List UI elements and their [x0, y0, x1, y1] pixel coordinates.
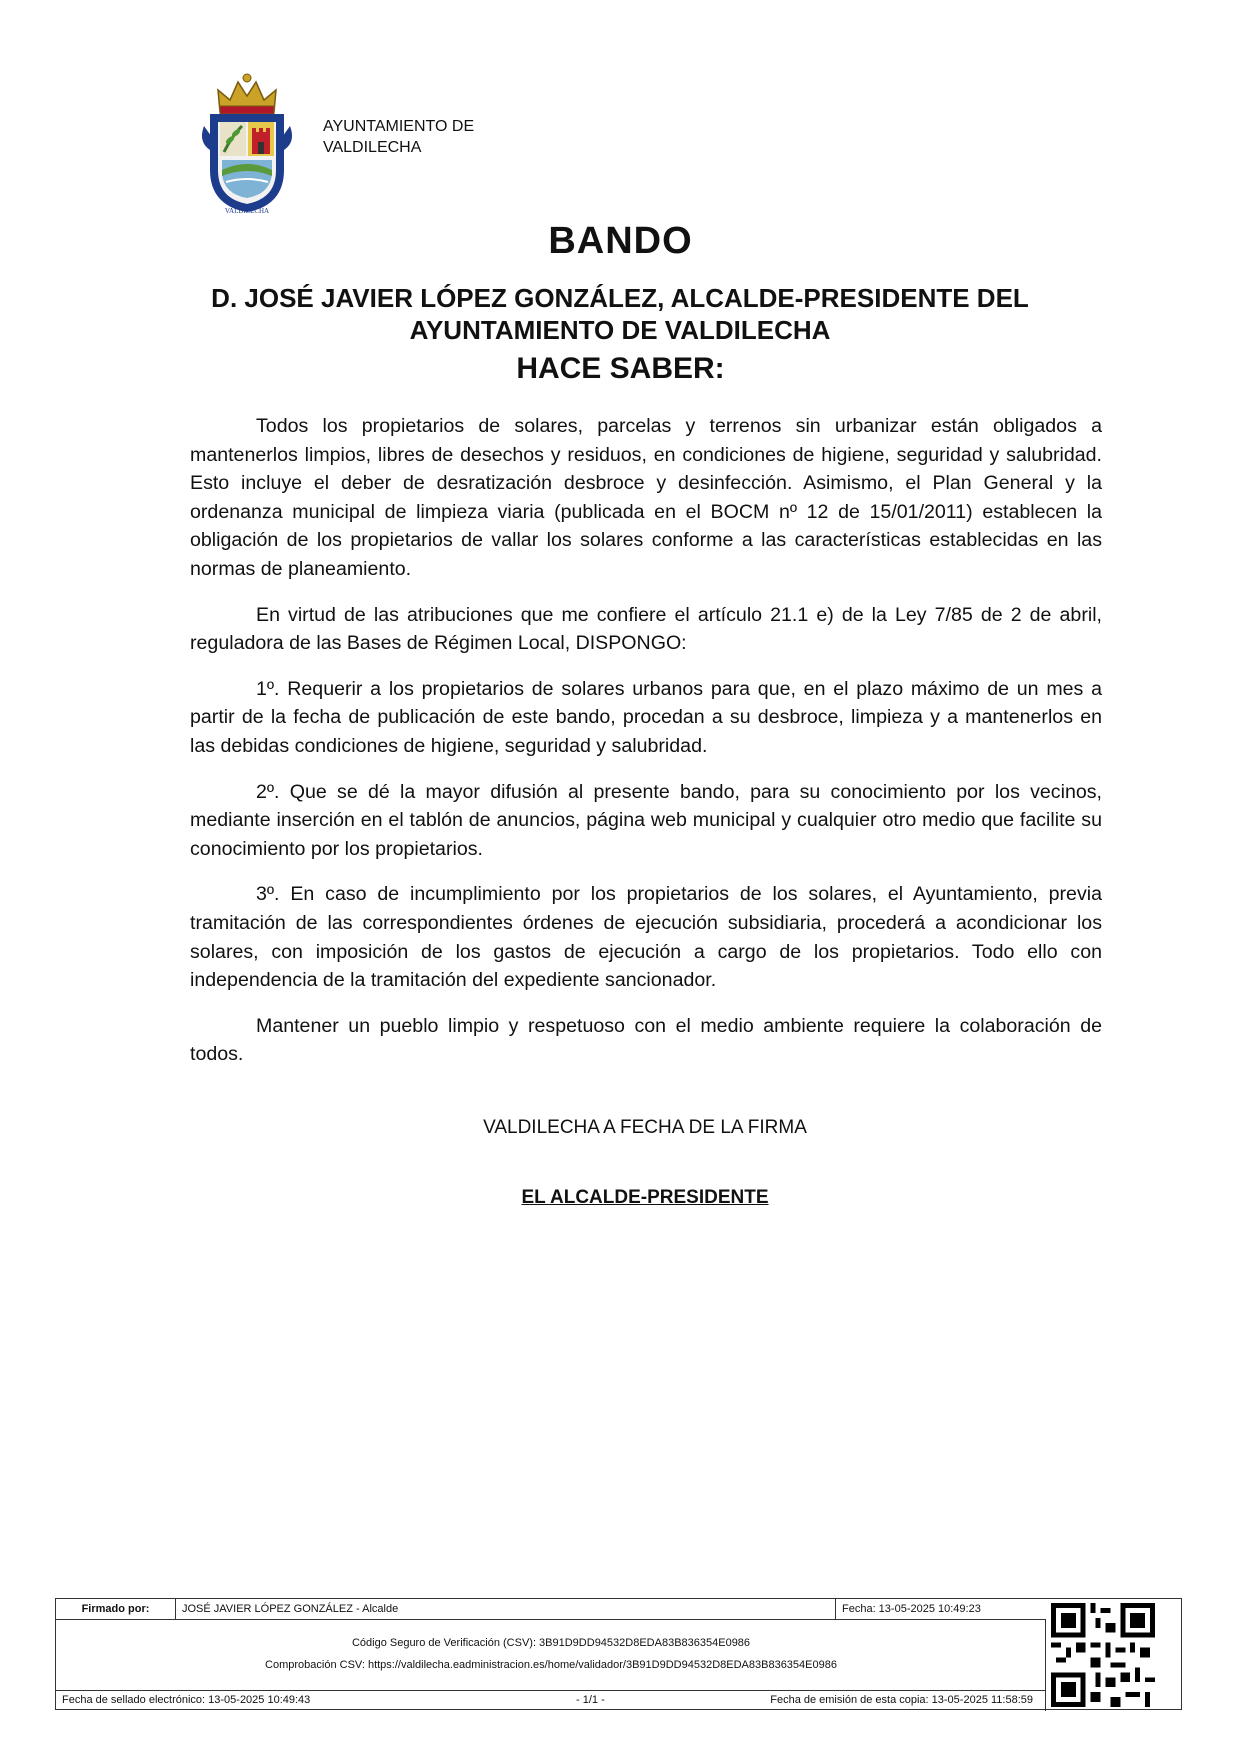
mayor-heading: D. JOSÉ JAVIER LÓPEZ GONZÁLEZ, ALCALDE-PRESIDENTE DEL AYUNTAMIENTO DE VALDILECHA: [211, 283, 1029, 345]
entity-name-line2: VALDILECHA: [323, 139, 422, 156]
issue-date: Fecha de emisión de esta copia: 13-05-2025 11:58:59: [770, 1694, 1033, 1706]
page-number: - 1/1 -: [576, 1694, 605, 1706]
signature-box: [55, 1598, 1182, 1710]
seal-date: Fecha de sellado electrónico: 13-05-2025 10:49:43: [62, 1694, 311, 1706]
signature-bottom-row: [56, 1691, 1046, 1711]
document-body: [190, 412, 1102, 1086]
signed-by-label: Firmado por:: [56, 1599, 176, 1619]
qr-code-icon: [1051, 1603, 1155, 1707]
paragraph-closing: Mantener un pueblo limpio y respetuoso con el medio ambiente requiere la colaboración de todos.: [190, 1014, 1102, 1066]
signer-title: EL ALCALDE-PRESIDENTE: [521, 1187, 769, 1208]
hace-saber-heading: HACE SABER:: [516, 352, 725, 385]
signature-header-row: [56, 1599, 1046, 1620]
signed-by-value: JOSÉ JAVIER LÓPEZ GONZÁLEZ - Alcalde: [176, 1599, 836, 1619]
svg-text:VALDILECHA: VALDILECHA: [224, 207, 270, 215]
place-date: VALDILECHA A FECHA DE LA FIRMA: [483, 1117, 807, 1138]
paragraph-order-3: 3º. En caso de incumplimiento por los propietarios de los solares, el Ayuntamiento, previa tramitación de las correspondientes órdenes de ejecución subsidiaria, procederá a acondicionar los solares, con imposición de los gastos de ejecución a cargo de los propietarios. Todo ello con independencia de la tramitación del expediente sancionador.: [190, 883, 1102, 992]
csv-verification-link[interactable]: Comprobación CSV: https://valdilecha.eadministracion.es/home/validador/3B91D9DD94532D8EDA83B836354E0986: [265, 1659, 837, 1671]
coat-of-arms-icon: [192, 70, 302, 215]
paragraph-order-2: 2º. Que se dé la mayor difusión al presente bando, para su conocimiento por los vecinos, mediante inserción en el tablón de anuncios, página web municipal y cualquier otro medio que facilite su conocimiento por los propietarios.: [190, 780, 1102, 860]
paragraph-intro: Todos los propietarios de solares, parcelas y terrenos sin urbanizar están obligados a mantenerlos limpios, libres de desechos y residuos, en condiciones de higiene, seguridad y salubridad. Esto incluye el deber de desratización desbroce y desinfección. Asimismo, el Plan General y la ordenanza municipal de limpieza viaria (publicada en el BOCM nº 12 de 15/01/2011) establecen la obligación de los propietarios de vallar los solares conforme a las características establecidas en las normas de planeamiento.: [190, 415, 1102, 580]
paragraph-order-1: 1º. Requerir a los propietarios de solares urbanos para que, en el plazo máximo de un mes a partir de la fecha de publicación de este bando, procedan a su desbroce, limpieza y a mantenerlos en las debidas condiciones de higiene, seguridad y salubridad.: [190, 677, 1102, 757]
paragraph-legal-basis: En virtud de las atribuciones que me confiere el artículo 21.1 e) de la Ley 7/85 de 2 de abril, reguladora de las Bases de Régimen Local, DISPONGO:: [190, 603, 1102, 655]
csv-code: Código Seguro de Verificación (CSV): 3B91D9DD94532D8EDA83B836354E0986: [351, 1637, 751, 1649]
entity-name: [323, 116, 474, 158]
document-title: BANDO: [548, 220, 693, 262]
csv-section: [56, 1619, 1046, 1691]
signature-date: Fecha: 13-05-2025 10:49:23: [842, 1603, 981, 1615]
entity-name-line1: AYUNTAMIENTO DE: [323, 118, 475, 135]
